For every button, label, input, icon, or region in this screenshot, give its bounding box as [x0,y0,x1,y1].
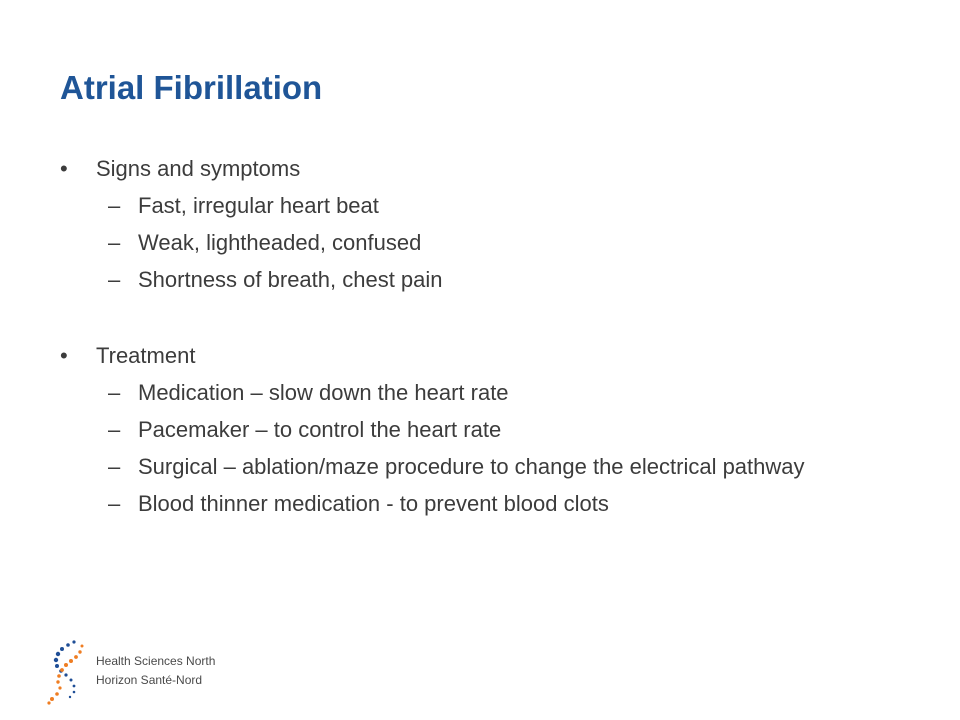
dotted-helix-logo-icon [44,636,94,706]
sub-bullet-item [60,415,920,444]
sub-bullet-item [60,378,920,407]
sub-bullet-text: Fast, irregular heart beat [138,193,379,218]
bullet-item [60,341,920,370]
logo-line-french: Horizon Santé-Nord [96,673,203,687]
sub-bullet-item [60,228,920,257]
hsn-logo [44,636,234,706]
logo-line-english: Health Sciences North [96,654,216,668]
bullet-icon: • [60,343,68,368]
sub-bullet-item [60,265,920,294]
bullet-item [60,154,920,183]
bullet-text: Signs and symptoms [96,156,301,181]
dash-icon: – [108,491,121,516]
dash-icon: – [108,267,121,292]
dash-icon: – [108,230,121,255]
section-signs-and-symptoms [60,154,920,294]
logo-wordmark [96,652,215,690]
dash-icon: – [108,380,121,405]
sub-bullet-text: Medication – slow down the heart rate [138,380,509,405]
sub-bullet-item [60,191,920,220]
sub-bullet-text: Surgical – ablation/maze procedure to change the electrical pathway [138,454,805,479]
sub-bullet-item [60,452,920,481]
slide-body [60,154,920,565]
dash-icon: – [108,454,121,479]
sub-bullet-text: Blood thinner medication - to prevent blood clots [138,491,609,516]
slide-title: Atrial Fibrillation [60,69,323,106]
bullet-text: Treatment [96,343,196,368]
dash-icon: – [108,417,121,442]
sub-bullet-item [60,489,920,518]
sub-bullet-text: Pacemaker – to control the heart rate [138,417,502,442]
bullet-icon: • [60,156,68,181]
sub-bullet-text: Weak, lightheaded, confused [138,230,422,255]
section-treatment [60,341,920,518]
sub-bullet-text: Shortness of breath, chest pain [138,267,443,292]
dash-icon: – [108,193,121,218]
